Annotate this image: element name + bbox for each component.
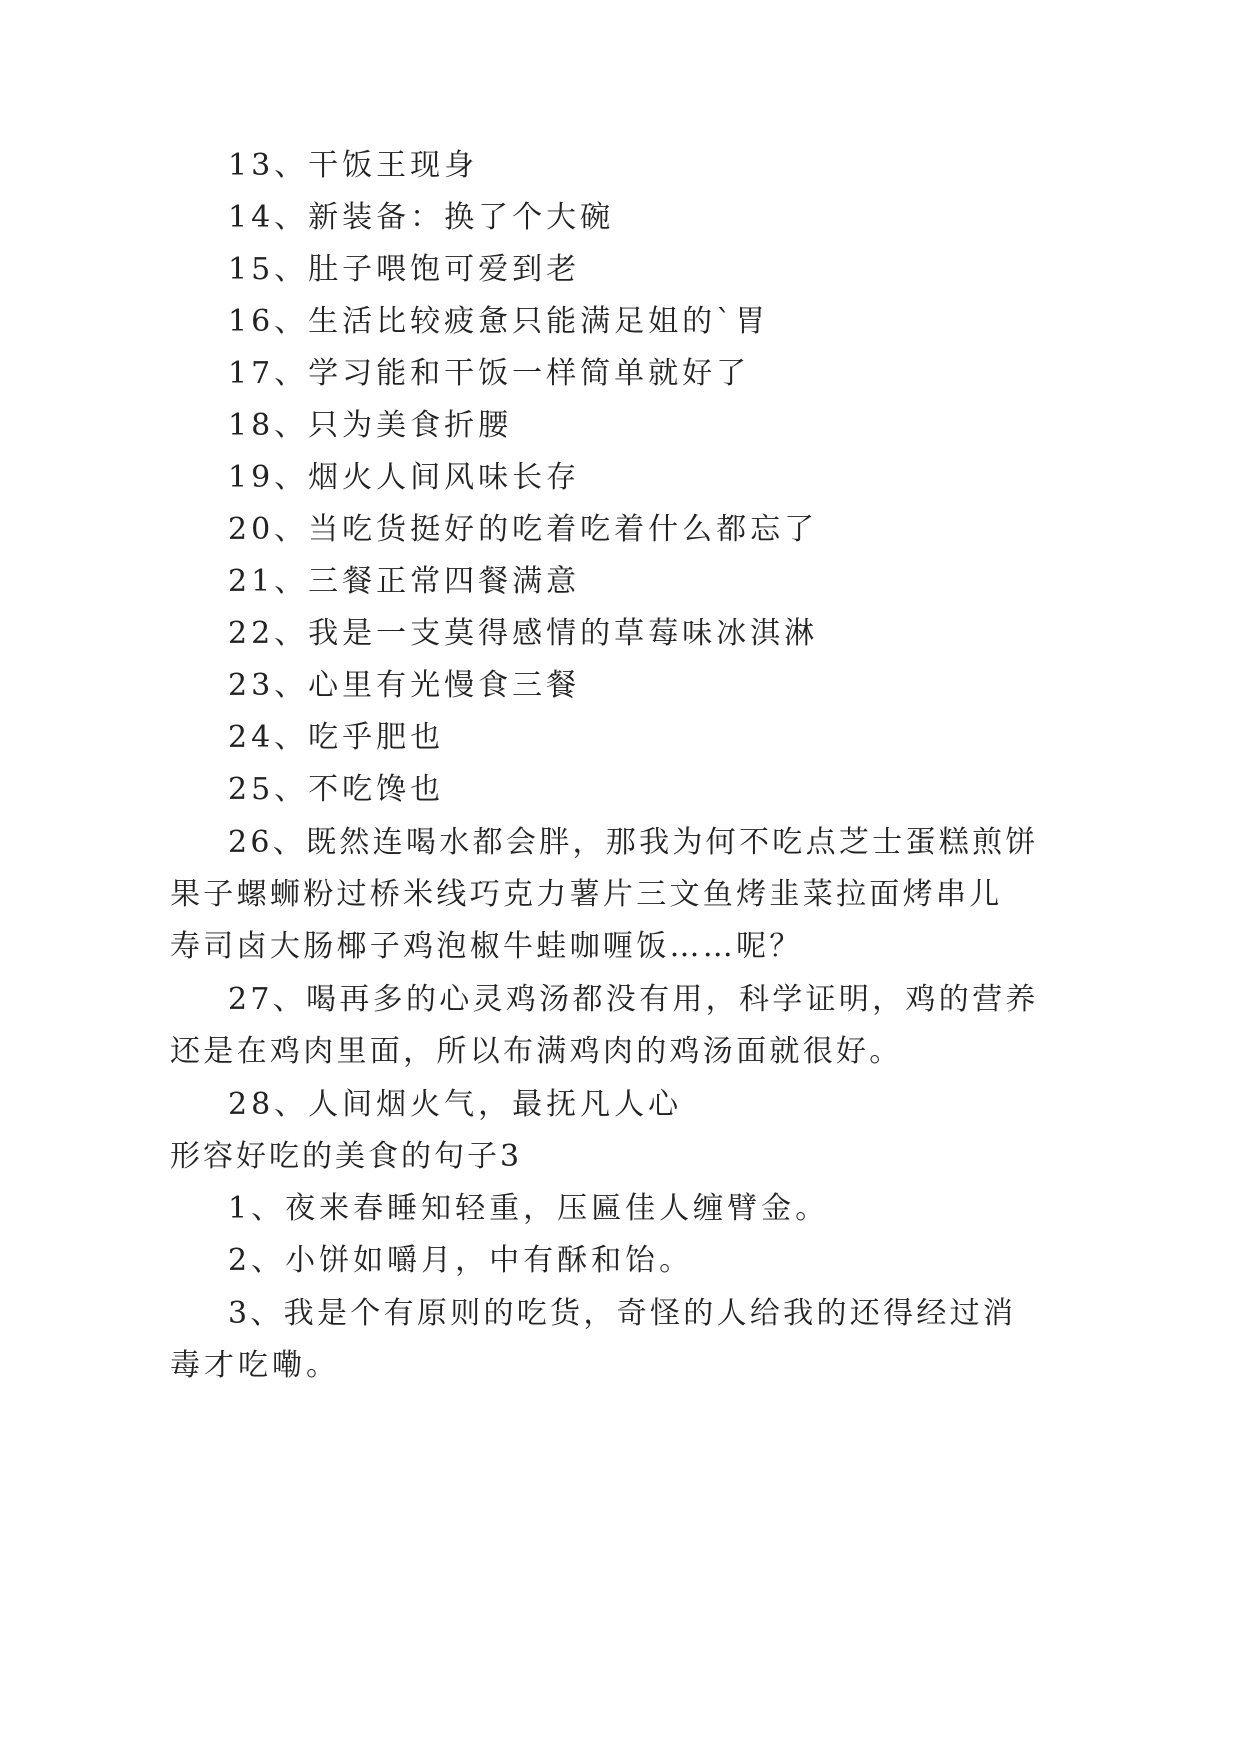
list-item: 22、我是一支莫得感情的草莓味冰淇淋 bbox=[228, 616, 819, 651]
list-item: 24、吃乎肥也 bbox=[228, 720, 445, 755]
list-item: 1、夜来春睡知轻重，压匾佳人缠臂金。 bbox=[228, 1191, 830, 1226]
list-item: 18、只为美食折腰 bbox=[228, 408, 513, 443]
list-item: 23、心里有光慢食三餐 bbox=[228, 668, 581, 703]
paragraph-line: 果子螺蛳粉过桥米线巧克力薯片三文鱼烤韭菜拉面烤串儿 bbox=[170, 877, 1003, 912]
list-item: 17、学习能和干饭一样简单就好了 bbox=[228, 356, 751, 391]
list-item: 13、干饭王现身 bbox=[228, 148, 479, 183]
list-item: 25、不吃馋也 bbox=[228, 772, 445, 807]
list-item: 27、喝再多的心灵鸡汤都没有用，科学证明，鸡的营养 bbox=[228, 982, 1039, 1017]
list-item: 20、当吃货挺好的吃着吃着什么都忘了 bbox=[228, 512, 819, 547]
paragraph-line: 寿司卤大肠椰子鸡泡椒牛蛙咖喱饭……呢？ bbox=[170, 929, 803, 964]
list-item: 16、生活比较疲惫只能满足姐的`胃 bbox=[228, 304, 770, 339]
list-item: 21、三餐正常四餐满意 bbox=[228, 564, 581, 599]
list-item: 26、既然连喝水都会胖，那我为何不吃点芝士蛋糕煎饼 bbox=[228, 825, 1039, 860]
paragraph-line: 还是在鸡肉里面，所以布满鸡肉的鸡汤面就很好。 bbox=[170, 1034, 903, 1069]
list-item: 28、人间烟火气，最抚凡人心 bbox=[228, 1087, 683, 1122]
list-item: 14、新装备：换了个大碗 bbox=[228, 200, 615, 235]
list-item: 3、我是个有原则的吃货，奇怪的人给我的还得经过消 bbox=[228, 1296, 1017, 1331]
list-item: 19、烟火人间风味长存 bbox=[228, 460, 581, 495]
paragraph-line: 毒才吃嘞。 bbox=[170, 1348, 340, 1383]
list-item: 15、肚子喂饱可爱到老 bbox=[228, 252, 581, 287]
list-item: 2、小饼如嚼月，中有酥和饴。 bbox=[228, 1243, 694, 1278]
section-heading: 形容好吃的美食的句子3 bbox=[170, 1139, 523, 1174]
